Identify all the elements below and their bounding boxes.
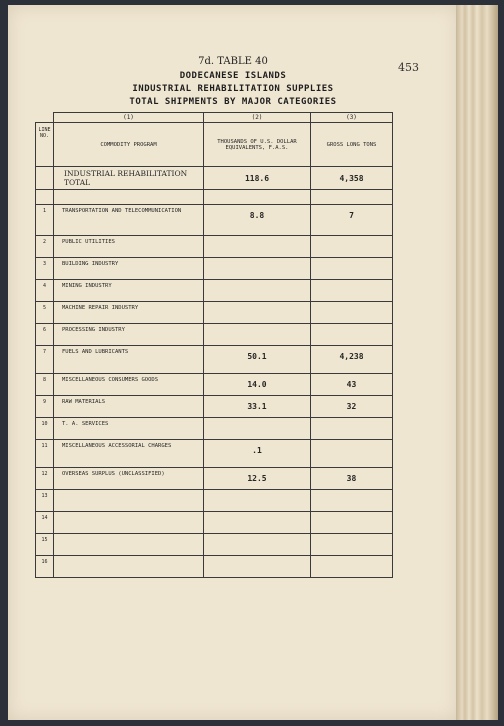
commodity-program-header: COMMODITY PROGRAM — [54, 123, 204, 167]
line-number: 13 — [36, 490, 54, 512]
table-row — [36, 258, 393, 280]
table-row — [36, 324, 393, 346]
tons-value — [311, 440, 393, 468]
line-number: 12 — [36, 468, 54, 490]
column-number: (3) — [311, 113, 393, 123]
usd-value: 50.1 — [204, 346, 311, 374]
commodity-program: BUILDING INDUSTRY — [54, 258, 204, 280]
table-label: 7d. TABLE 40 — [198, 56, 268, 67]
usd-header: THOUSANDS OF U.S. DOLLAR EQUIVALENTS, F.A.S. — [204, 123, 311, 167]
usd-value: 12.5 — [204, 468, 311, 490]
line-number: 8 — [36, 374, 54, 396]
line-number: 2 — [36, 236, 54, 258]
usd-value — [204, 534, 311, 556]
usd-value: 8.8 — [204, 205, 311, 236]
commodity-program: TRANSPORTATION AND TELECOMMUNICATION — [54, 205, 204, 236]
spacer-cell — [204, 190, 311, 205]
table-row — [36, 490, 393, 512]
line-no-header: LINE NO. — [36, 123, 54, 167]
commodity-program: T. A. SERVICES — [54, 418, 204, 440]
commodity-program: RAW MATERIALS — [54, 396, 204, 418]
line-number: 5 — [36, 302, 54, 324]
commodity-program: OVERSEAS SURPLUS (UNCLASSIFIED) — [54, 468, 204, 490]
total-line-cell — [36, 167, 54, 190]
commodity-program — [54, 534, 204, 556]
gross-long-tons-header: GROSS LONG TONS — [311, 123, 393, 167]
commodity-program: FUELS AND LUBRICANTS — [54, 346, 204, 374]
tons-value: 43 — [311, 374, 393, 396]
commodity-program: PUBLIC UTILITIES — [54, 236, 204, 258]
total-tons: 4,358 — [311, 167, 393, 190]
line-number: 10 — [36, 418, 54, 440]
spacer-cell — [311, 190, 393, 205]
tons-value — [311, 258, 393, 280]
total-usd: 118.6 — [204, 167, 311, 190]
usd-value — [204, 512, 311, 534]
tons-value: 4,238 — [311, 346, 393, 374]
line-number: 3 — [36, 258, 54, 280]
table-row — [36, 396, 393, 418]
column-number-blank — [36, 113, 54, 123]
table-row — [36, 302, 393, 324]
commodity-program: MISCELLANEOUS CONSUMERS GOODS — [54, 374, 204, 396]
table-title-scope: TOTAL SHIPMENTS BY MAJOR CATEGORIES — [129, 97, 337, 107]
line-number: 16 — [36, 556, 54, 578]
usd-value — [204, 236, 311, 258]
table-row — [36, 440, 393, 468]
tons-value — [311, 280, 393, 302]
table-row — [36, 205, 393, 236]
spacer-cell — [36, 190, 54, 205]
document-page — [8, 5, 458, 720]
column-number: (1) — [54, 113, 204, 123]
spacer-row — [36, 190, 393, 205]
usd-value — [204, 556, 311, 578]
table-row — [36, 346, 393, 374]
commodity-program: MISCELLANEOUS ACCESSORIAL CHARGES — [54, 440, 204, 468]
table-body — [36, 205, 393, 578]
tons-value — [311, 534, 393, 556]
line-number: 9 — [36, 396, 54, 418]
commodity-program: PROCESSING INDUSTRY — [54, 324, 204, 346]
tons-value — [311, 236, 393, 258]
usd-value — [204, 280, 311, 302]
tons-value — [311, 302, 393, 324]
shipments-table — [35, 112, 393, 578]
table-row — [36, 512, 393, 534]
table-row — [36, 236, 393, 258]
usd-value — [204, 418, 311, 440]
line-number: 15 — [36, 534, 54, 556]
tons-value: 32 — [311, 396, 393, 418]
usd-value — [204, 258, 311, 280]
commodity-program — [54, 490, 204, 512]
line-number: 1 — [36, 205, 54, 236]
tons-value — [311, 490, 393, 512]
book-page-edges — [456, 5, 498, 720]
tons-value — [311, 324, 393, 346]
line-number: 14 — [36, 512, 54, 534]
column-number-row — [36, 113, 393, 123]
usd-value: .1 — [204, 440, 311, 468]
table-row — [36, 468, 393, 490]
tons-value — [311, 512, 393, 534]
usd-value: 14.0 — [204, 374, 311, 396]
column-header-row — [36, 123, 393, 167]
page-number: 453 — [398, 61, 419, 74]
commodity-program: MACHINE REPAIR INDUSTRY — [54, 302, 204, 324]
tons-value — [311, 418, 393, 440]
line-number: 7 — [36, 346, 54, 374]
usd-value — [204, 302, 311, 324]
usd-value — [204, 490, 311, 512]
commodity-program: MINING INDUSTRY — [54, 280, 204, 302]
tons-value — [311, 556, 393, 578]
table-row — [36, 556, 393, 578]
commodity-program — [54, 556, 204, 578]
commodity-program — [54, 512, 204, 534]
column-number: (2) — [204, 113, 311, 123]
table-title-region: DODECANESE ISLANDS — [179, 71, 287, 81]
usd-value — [204, 324, 311, 346]
line-number: 11 — [36, 440, 54, 468]
table-title-subject: INDUSTRIAL REHABILITATION SUPPLIES — [132, 84, 334, 94]
table-row — [36, 280, 393, 302]
total-label: INDUSTRIAL REHABILITATION TOTAL — [54, 167, 204, 190]
line-number: 6 — [36, 324, 54, 346]
tons-value: 38 — [311, 468, 393, 490]
table-row — [36, 418, 393, 440]
table-row — [36, 534, 393, 556]
line-number: 4 — [36, 280, 54, 302]
spacer-cell — [54, 190, 204, 205]
table-row — [36, 374, 393, 396]
tons-value: 7 — [311, 205, 393, 236]
total-row — [36, 167, 393, 190]
usd-value: 33.1 — [204, 396, 311, 418]
